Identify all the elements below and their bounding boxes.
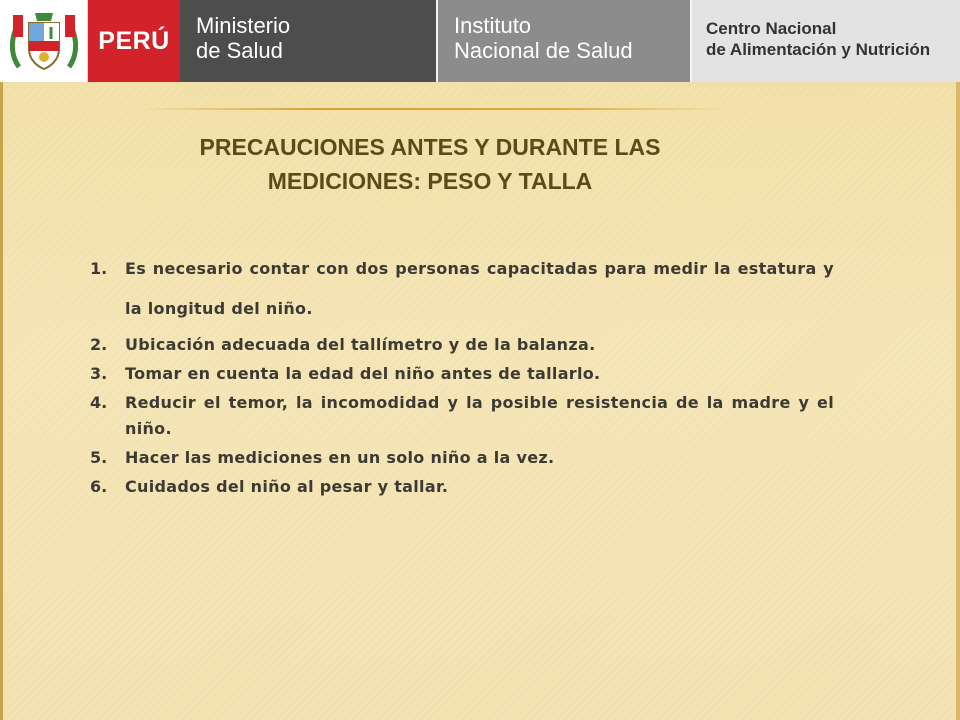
list-item-text: Reducir el temor, la incomodidad y la posible resistencia de la madre y el niño. — [125, 393, 834, 438]
crest-panel — [0, 0, 88, 82]
list-item-text: Es necesario contar con dos personas capacitadas para medir la estatura y la longitud del niño. — [125, 259, 834, 318]
center-panel — [692, 0, 960, 82]
peru-label-panel — [88, 0, 180, 82]
list-item-number: 3. — [90, 364, 108, 383]
header-banner — [0, 0, 960, 82]
list-item-text: Cuidados del niño al pesar y tallar. — [125, 477, 449, 496]
institute-line-1: Instituto — [454, 13, 532, 38]
list-item-number: 2. — [90, 335, 108, 354]
list-item — [90, 256, 834, 329]
ministry-line-1: Ministerio — [196, 13, 291, 38]
list-item — [90, 445, 834, 471]
slide-title-line-1: PRECAUCIONES ANTES Y DURANTE LAS — [199, 134, 661, 160]
list-item — [90, 390, 834, 442]
center-line-2: de Alimentación y Nutrición — [706, 40, 931, 60]
list-item-text: Ubicación adecuada del tallímetro y de la balanza. — [125, 335, 596, 354]
country-label: PERÚ — [98, 26, 170, 55]
peru-coat-of-arms-icon — [7, 5, 81, 77]
slide-title-line-2: MEDICIONES: PESO Y TALLA — [267, 168, 593, 194]
list-item-number: 6. — [90, 477, 108, 496]
center-line-1: Centro Nacional — [706, 19, 837, 38]
institute-line-2: Nacional de Salud — [454, 37, 633, 63]
title-rule-divider — [140, 108, 730, 110]
ministry-line-2: de Salud — [196, 37, 283, 63]
institute-panel — [438, 0, 692, 82]
slide-body — [0, 82, 960, 720]
precautions-list — [90, 256, 834, 503]
list-item-number: 4. — [90, 393, 108, 412]
list-item-number: 5. — [90, 448, 108, 467]
list-item-text: Tomar en cuenta la edad del niño antes de tallarlo. — [125, 364, 601, 383]
slide-title — [130, 130, 730, 198]
list-item — [90, 332, 834, 358]
ministry-panel — [180, 0, 438, 82]
list-item — [90, 361, 834, 387]
list-item-text: Hacer las mediciones en un solo niño a la vez. — [125, 448, 555, 467]
list-item-number: 1. — [90, 259, 108, 278]
list-item — [90, 474, 834, 500]
